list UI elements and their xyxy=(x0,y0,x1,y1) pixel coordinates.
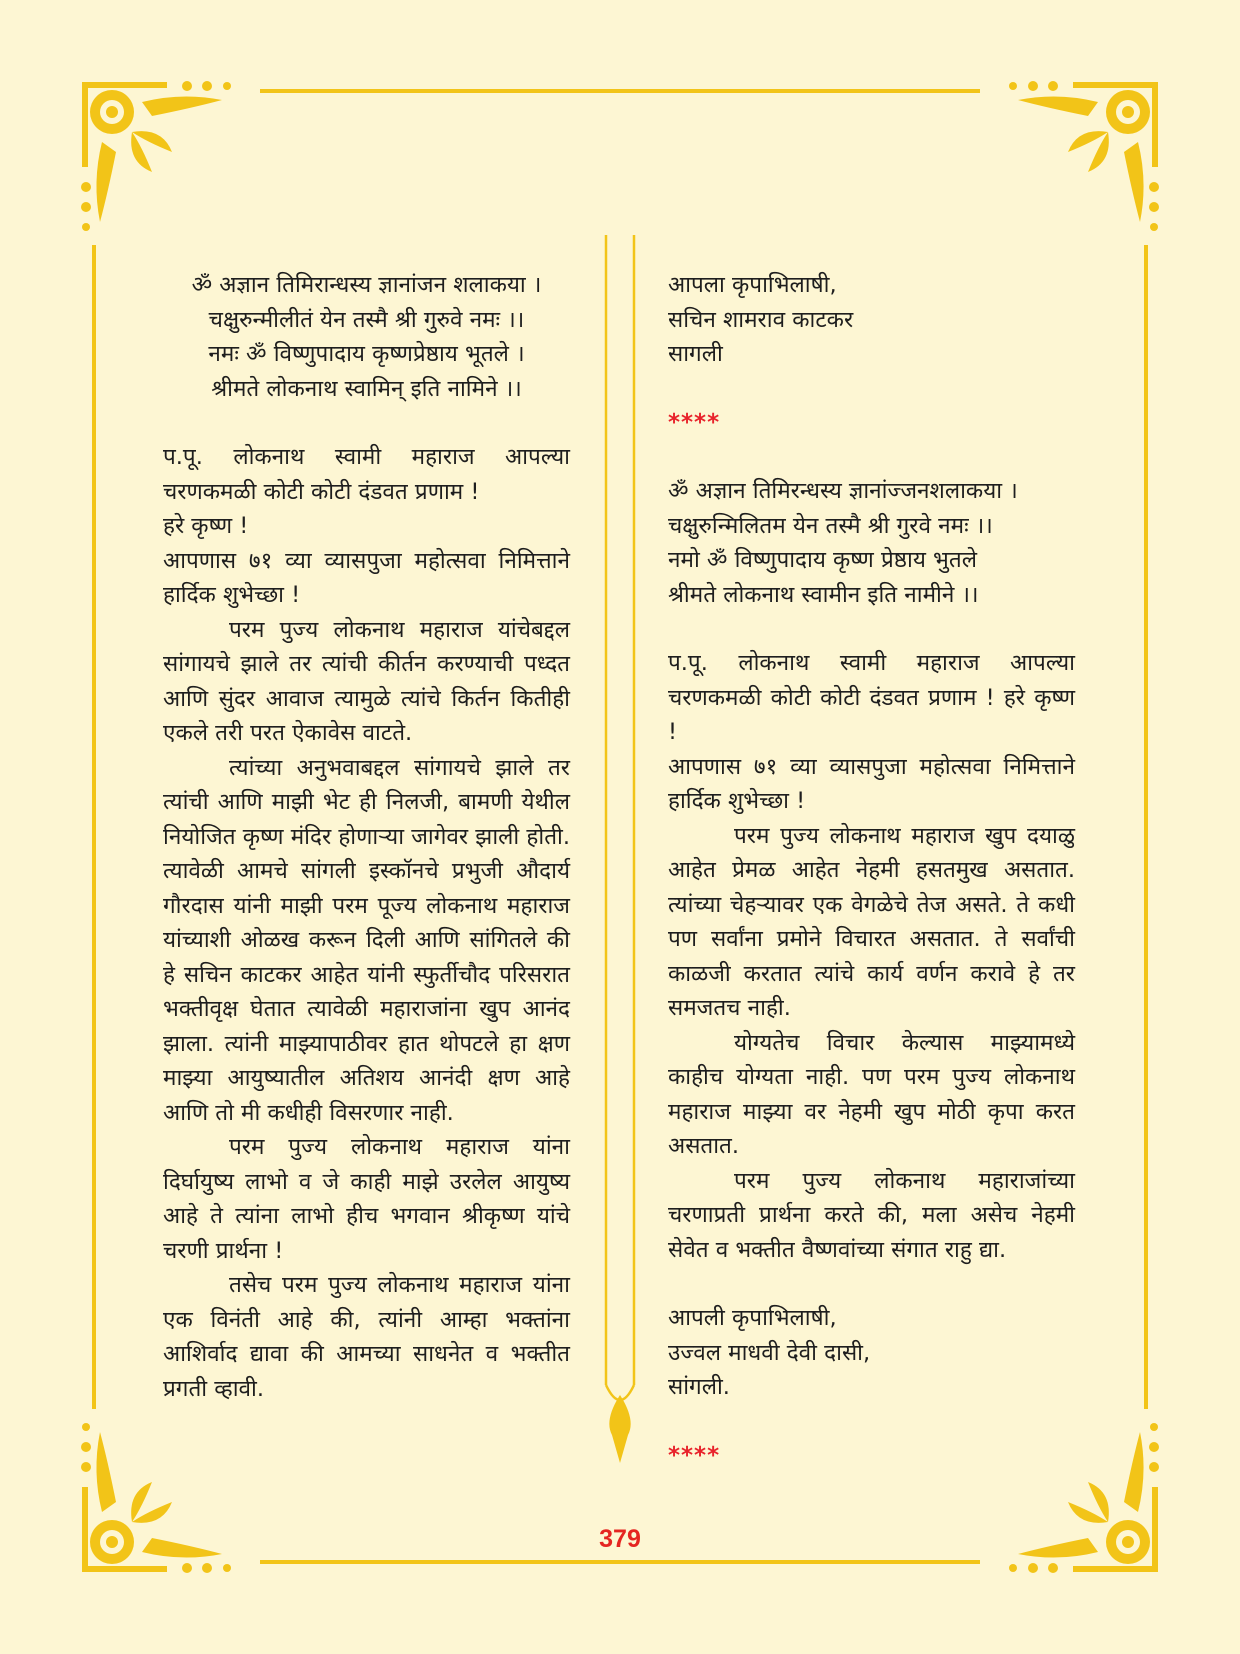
corner-ornament-top-right xyxy=(978,72,1168,262)
section-separator-stars: **** xyxy=(668,1442,721,1469)
verse-line: श्रीमते लोकनाथ स्वामिन् इति नामिने ।। xyxy=(211,375,522,402)
greeting-text: आपणास ७१ व्या व्यासपुजा महोत्सवा निमित्ताने हार्दिक शुभेच्छा ! xyxy=(163,547,570,608)
section-separator-stars: **** xyxy=(668,409,721,436)
paragraph: त्यांच्या अनुभवाबद्दल सांगायचे झाले तर त्यांची आणि माझी भेट ही निलजी, बामणी येथील नियोजित कृष्ण मंदिर होणाऱ्या जागेवर झाली होती. त्यावेळी आमचे सांगली इस्कॉनचे प्रभुजी औदार्य गौरदास यांनी माझी परम पूज्य लोकनाथ महाराज यांच्याशी ओळख करून दिली आणि सांगितले की हे सचिन काटकर आहेत यांनी स्फुर्तीचौद परिसरात भक्तीवृक्ष घेतात त्यावेळी महाराजांना खुप आनंद झाला. त्यांनी माझ्यापाठीवर हात थोपटले हा क्षण माझ्या आयुष्यातील अतिशय आनंदी क्षण आहे आणि तो मी कधीही विसरणार नाही. xyxy=(163,754,570,1126)
signoff-line: सांगली. xyxy=(668,1374,730,1400)
left-column xyxy=(163,268,570,1406)
signoff-line: उज्वल माधवी देवी दासी, xyxy=(668,1339,871,1366)
signoff-line: आपली कृपाभिलाषी, xyxy=(668,1305,837,1331)
greeting-text: आपणास ७१ व्या व्यासपुजा महोत्सवा निमित्ताने हार्दिक शुभेच्छा ! xyxy=(668,753,1075,814)
column-divider xyxy=(600,235,640,1465)
paragraph: परम पुज्य लोकनाथ महाराज यांना दिर्घायुष्य लाभो व जे काही माझे उरलेल आयुष्य आहे ते त्यांना लाभो हीच भगवान श्रीकृष्ण यांचे चरणी प्रार्थना ! xyxy=(163,1134,570,1264)
frame-bottom-border xyxy=(260,1560,980,1564)
signoff-line: सागली xyxy=(668,341,723,367)
verse-line: ॐ अज्ञान तिमिरान्धस्य ज्ञानांजन शलाकया । xyxy=(191,272,542,298)
page-number: 379 xyxy=(599,1525,641,1553)
hare-krishna-text: हरे कृष्ण ! xyxy=(163,513,249,539)
signoff-line: आपला कृपाभिलाषी, xyxy=(668,272,837,298)
paragraph: तसेच परम पुज्य लोकनाथ महाराज यांना एक विनंती आहे की, त्यांनी आम्हा भक्तांना आशिर्वाद द्यावा की आमच्या साधनेत व भक्तीत प्रगती व्हावी. xyxy=(163,1272,570,1402)
paragraph: परम पुज्य लोकनाथ महाराज खुप दयाळु आहेत प्रेमळ आहेत नेहमी हसतमुख असतात. त्यांच्या चेहऱ्यावर एक वेगळेचे तेज असते. ते कधी पण सर्वांना प्रमोने विचारत असतात. ते सर्वांची काळजी करतात त्यांचे कार्य वर्णन करावे हे तर समजतच नाही. xyxy=(668,822,1075,1021)
frame-left-border xyxy=(92,245,96,1409)
verse-line: चक्षुरुन्मिलितम येन तस्मै श्री गुरवे नमः ।। xyxy=(668,512,993,539)
paragraph: परम पुज्य लोकनाथ महाराजांच्या चरणाप्रती प्रार्थना करते की, मला असेच नेहमी सेवेत व भक्तीत वैष्णवांच्या संगात राहु द्या. xyxy=(668,1167,1075,1263)
verse-line: नमः ॐ विष्णुपादाय कृष्णप्रेष्ठाय भूतले । xyxy=(208,341,525,367)
frame-right-border xyxy=(1144,245,1148,1409)
right-column xyxy=(668,268,1075,1473)
corner-ornament-top-left xyxy=(72,72,262,262)
paragraph: योग्यतेच विचार केल्यास माझ्यामध्ये काहीच योग्यता नाही. पण परम पुज्य लोकनाथ महाराज माझ्या वर नेहमी खुप मोठी कृपा करत असतात. xyxy=(668,1029,1075,1159)
frame-top-border xyxy=(260,89,980,93)
salutation-text: प.पू. लोकनाथ स्वामी महाराज आपल्या चरणकमळी कोटी कोटी दंडवत प्रणाम ! xyxy=(163,444,570,505)
verse-line: नमो ॐ विष्णुपादाय कृष्ण प्रेष्ठाय भुतले xyxy=(668,547,977,573)
signoff-line: सचिन शामराव काटकर xyxy=(668,306,854,333)
verse-line: ॐ अज्ञान तिमिरन्धस्य ज्ञानांज्जनशलाकया । xyxy=(668,478,1018,504)
verse-line: श्रीमते लोकनाथ स्वामीन इति नामीने ।। xyxy=(668,581,979,608)
salutation-text: प.पू. लोकनाथ स्वामी महाराज आपल्या चरणकमळी कोटी कोटी दंडवत प्रणाम ! हरे कृष्ण ! xyxy=(668,650,1075,745)
verse-line: चक्षुरुन्मीलीतं येन तस्मै श्री गुरुवे नमः ।। xyxy=(208,306,525,333)
paragraph: परम पुज्य लोकनाथ महाराज यांचेबद्दल सांगायचे झाले तर त्यांची कीर्तन करण्याची पध्दत आणि सुंदर आवाज त्यामुळे त्यांचे किर्तन कितीही एकले तरी परत ऐकावेस वाटते. xyxy=(163,616,570,746)
